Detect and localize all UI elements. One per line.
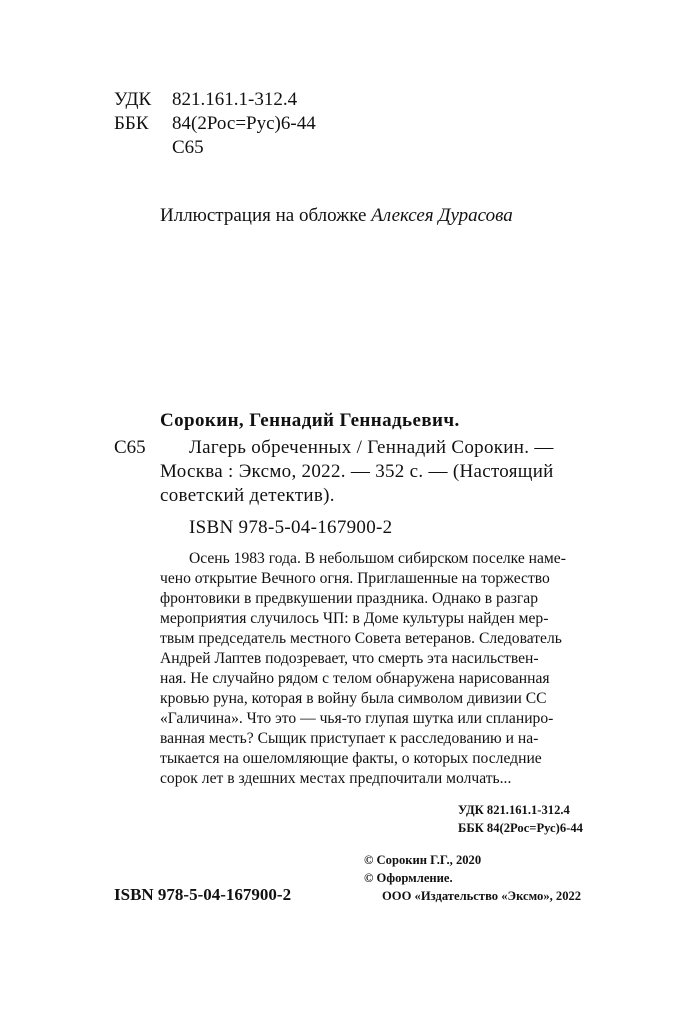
illustration-artist: Алексея Дурасова — [371, 205, 513, 226]
annotation-line-6: Андрей Лаптев подозревает, что смерть эта насильствен- — [160, 650, 539, 667]
bottom-bbk: ББК 84(2Рос=Рус)6-44 — [458, 821, 583, 835]
record-description-line-1: Лагерь обреченных / Геннадий Сорокин. — — [189, 437, 554, 458]
record-isbn: ISBN 978-5-04-167900-2 — [189, 517, 393, 538]
illustration-credit — [160, 205, 513, 227]
udk-label: УДК — [114, 89, 152, 110]
author-mark-line — [114, 136, 316, 160]
annotation-line-10: ванная месть? Сыщик приступает к расследованию и на- — [160, 730, 539, 747]
record-description-line-2: Москва : Эксмо, 2022. — 352 с. — (Настоящий — [160, 461, 554, 482]
annotation-line-9: «Галичина». Что это — чья-то глупая шутка или спланиро- — [160, 710, 554, 727]
annotation-line-3: фронтовики в предвкушении праздника. Однако в разгар — [160, 590, 539, 607]
annotation-line-11: тыкается на ошеломляющие факты, о которых последние — [160, 750, 542, 767]
udk-value: 821.161.1-312.4 — [172, 89, 298, 110]
bottom-udk: УДК 821.161.1-312.4 — [458, 803, 570, 817]
record-description-line-3: советский детектив). — [160, 485, 335, 506]
bbk-line — [114, 112, 316, 136]
annotation-line-4: мероприятия случилось ЧП: в Доме культуры найден мер- — [160, 610, 549, 627]
record-author: Сорокин, Геннадий Геннадьевич. — [160, 410, 460, 431]
copyright-design-1: © Оформление. — [364, 871, 453, 885]
annotation-line-7: ная. Не случайно рядом с телом обнаружена нарисованная — [160, 670, 550, 687]
annotation-line-2: чено открытие Вечного огня. Приглашенные на торжество — [160, 570, 550, 587]
classification-block — [114, 88, 316, 160]
illustration-prefix: Иллюстрация на обложке — [160, 205, 367, 226]
annotation-line-1: Осень 1983 года. В небольшом сибирском поселке наме- — [189, 550, 566, 567]
annotation-line-8: кровью руна, которая в войну была символом дивизии СС — [160, 690, 547, 707]
bbk-value: 84(2Рос=Рус)6-44 — [172, 113, 316, 134]
footer-isbn: ISBN 978-5-04-167900-2 — [114, 885, 292, 904]
annotation-line-12: сорок лет в здешних местах предпочитали молчать... — [160, 770, 512, 787]
record-author-mark: С65 — [114, 437, 146, 458]
annotation-line-5: твым председатель местного Совета ветеранов. Следователь — [160, 630, 562, 647]
bbk-label: ББК — [114, 113, 149, 134]
udk-line — [114, 88, 316, 112]
author-mark-top: С65 — [172, 137, 204, 158]
copyright-design-2: ООО «Издательство «Эксмо», 2022 — [382, 889, 582, 903]
copyright-author: © Сорокин Г.Г., 2020 — [364, 853, 482, 867]
